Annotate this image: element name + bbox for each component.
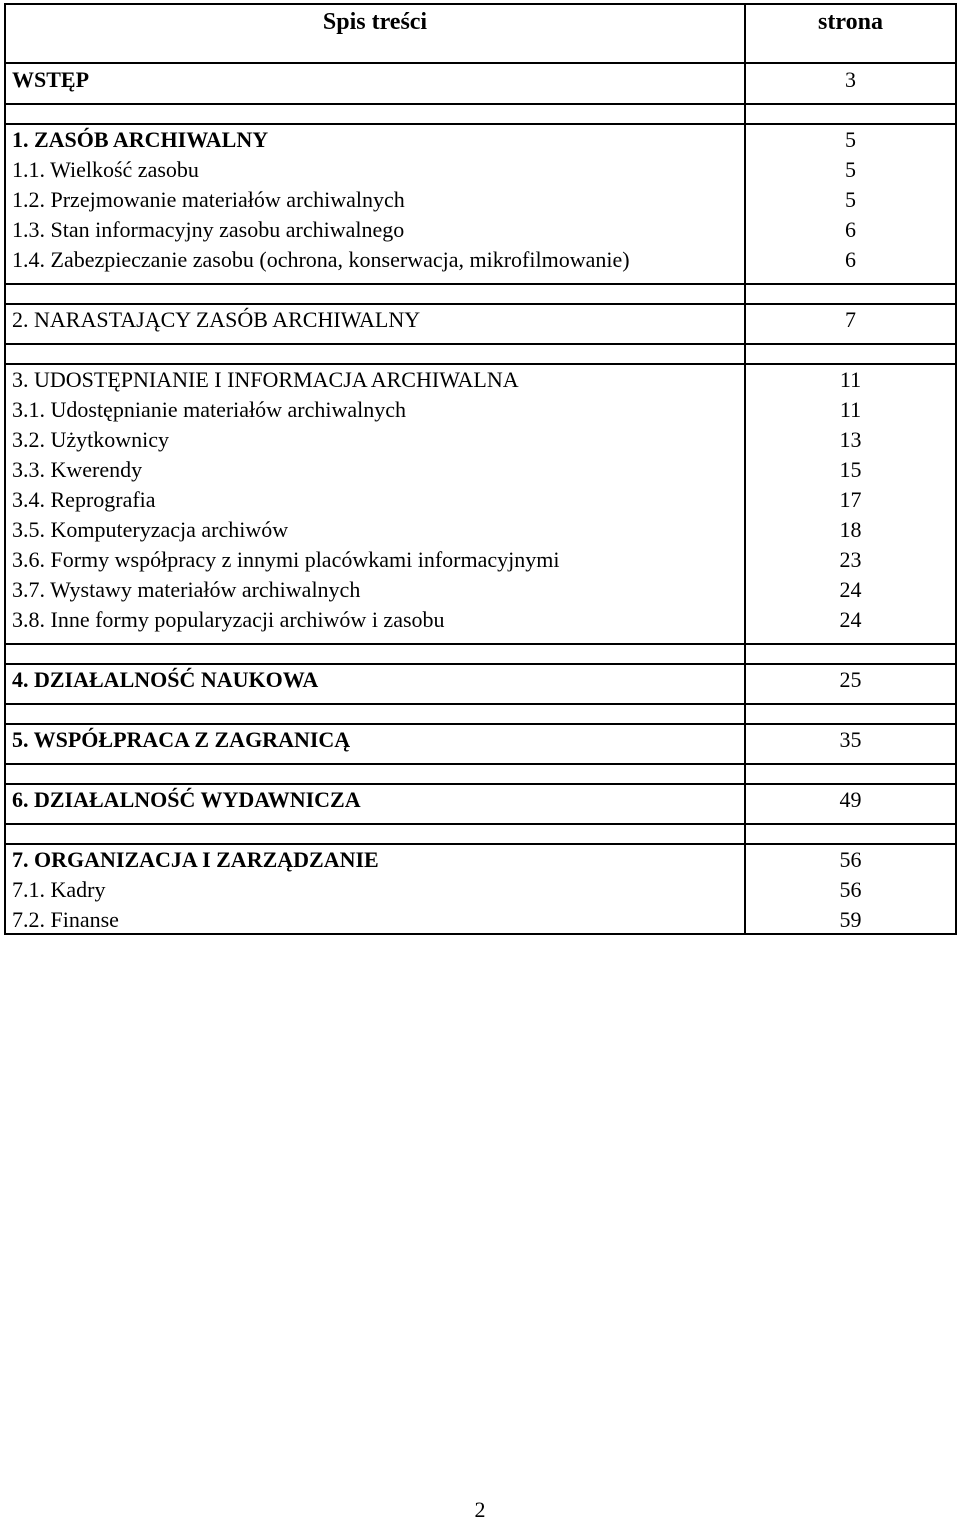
table-of-contents [4,3,957,935]
header-divider [6,62,955,64]
toc-entry-title: 1.1. Wielkość zasobu [12,157,199,182]
toc-entry-title: 3.4. Reprografia [12,487,156,512]
toc-entry-title: 6. DZIAŁALNOŚĆ WYDAWNICZA [12,787,361,812]
section-separator [6,843,955,845]
toc-entry-page: 24 [839,577,862,602]
toc-entry-title: 7.1. Kadry [12,877,106,902]
toc-entry-title: 1.3. Stan informacyjny zasobu archiwalnego [12,217,405,242]
toc-entry-title: 1. ZASÓB ARCHIWALNY [12,127,269,152]
toc-title: Spis treści [322,9,428,35]
toc-entry-page: 5 [845,187,856,212]
toc-entry-page: 59 [839,907,862,932]
toc-entry-page: 6 [845,247,856,272]
toc-entry-page: 5 [845,127,856,152]
section-separator [6,663,955,665]
toc-entry-page: 11 [839,397,862,422]
toc-entry-page: 13 [839,427,862,452]
toc-entry-page: 56 [839,847,862,872]
section-separator [6,763,955,765]
section-separator [6,103,955,105]
section-separator [6,303,955,305]
toc-entry-title: 1.4. Zabezpieczanie zasobu (ochrona, konserwacja, mikrofilmowanie) [12,247,630,272]
toc-entry-page: 24 [839,607,862,632]
section-separator [6,783,955,785]
toc-entry-page: 3 [845,67,856,92]
section-separator [6,703,955,705]
section-separator [6,363,955,365]
toc-entry-page: 11 [839,367,862,392]
toc-entry-title: 3.3. Kwerendy [12,457,143,482]
toc-entry-title: 3.5. Komputeryzacja archiwów [12,517,289,542]
toc-entry-title: 3.8. Inne formy popularyzacji archiwów i zasobu [12,607,445,632]
toc-entry-page: 17 [839,487,862,512]
toc-entry-title: 3. UDOSTĘPNIANIE I INFORMACJA ARCHIWALNA [12,367,519,392]
section-separator [6,123,955,125]
toc-entry-title: 1.2. Przejmowanie materiałów archiwalnych [12,187,405,212]
toc-entry-page: 23 [839,547,862,572]
section-separator [6,643,955,645]
toc-entry-page: 25 [839,667,862,692]
section-separator [6,343,955,345]
page-number: 2 [474,1497,486,1522]
toc-entry-page: 56 [839,877,862,902]
toc-entry-page: 35 [839,727,862,752]
section-separator [6,823,955,825]
toc-entry-page: 15 [839,457,862,482]
section-separator [6,723,955,725]
toc-entry-title: 3.2. Użytkownicy [12,427,170,452]
toc-entry-page: 5 [845,157,856,182]
toc-entry-title: 3.1. Udostępnianie materiałów archiwalnych [12,397,407,422]
toc-entry-title: 7. ORGANIZACJA I ZARZĄDZANIE [12,847,379,872]
toc-entry-page: 7 [845,307,856,332]
toc-entry-title: 4. DZIAŁALNOŚĆ NAUKOWA [12,667,319,692]
toc-entry-title: WSTĘP [12,67,90,92]
toc-entry-page: 6 [845,217,856,242]
toc-entry-title: 3.6. Formy współpracy z innymi placówkami informacyjnymi [12,547,560,572]
toc-entry-title: 3.7. Wystawy materiałów archiwalnych [12,577,361,602]
section-separator [6,283,955,285]
toc-entry-page: 18 [839,517,862,542]
toc-entry-title: 2. NARASTAJĄCY ZASÓB ARCHIWALNY [12,307,421,332]
toc-entry-title: 7.2. Finanse [12,907,119,932]
toc-entry-page: 49 [839,787,862,812]
page-column-header: strona [818,9,883,35]
toc-entry-title: 5. WSPÓŁPRACA Z ZAGRANICĄ [12,727,351,752]
